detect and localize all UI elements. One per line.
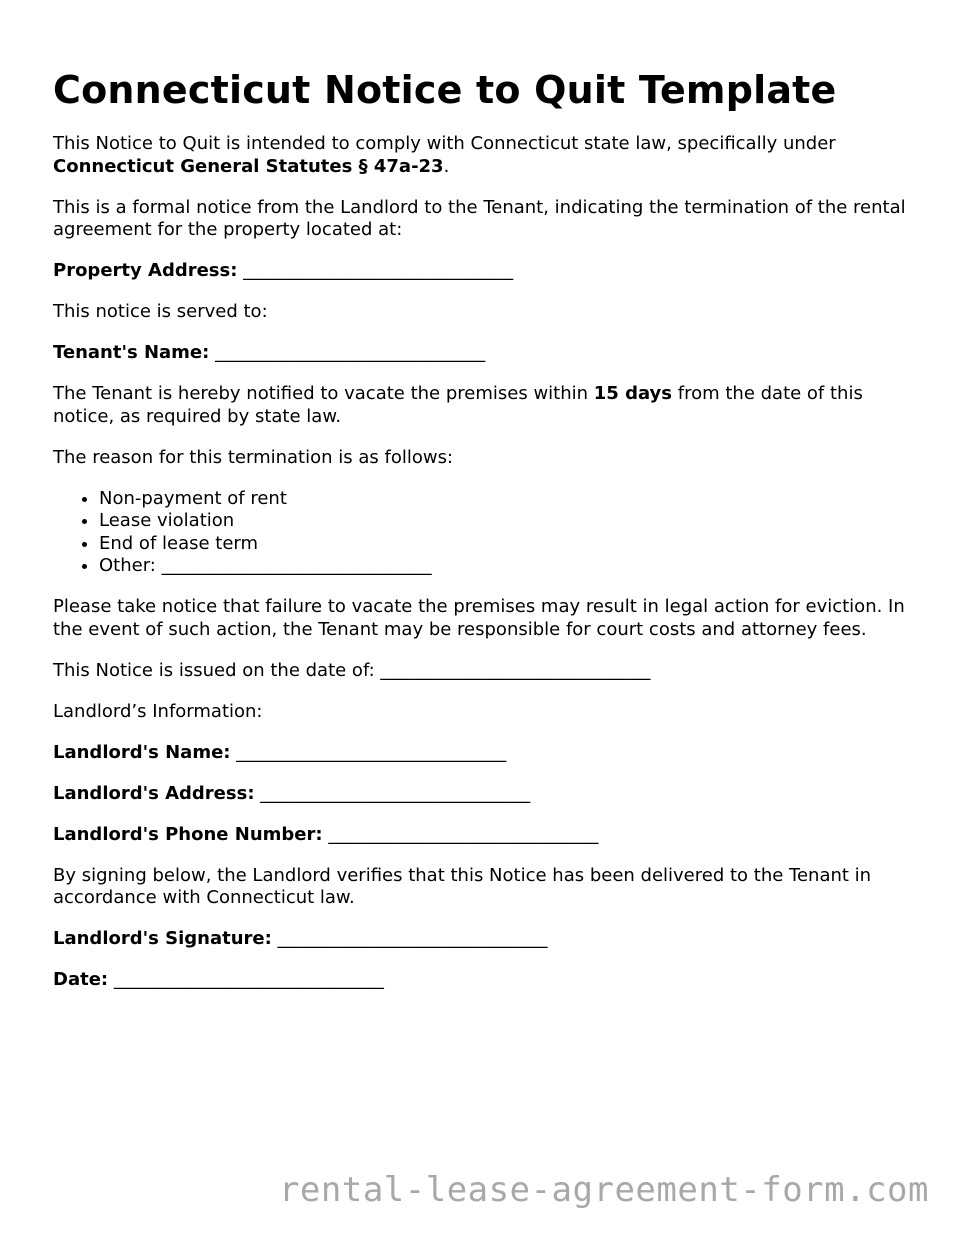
- vacate-days: 15 days: [593, 383, 673, 404]
- page-title: Connecticut Notice to Quit Template: [53, 68, 837, 112]
- landlord-signature-blank[interactable]: ______________________________: [277, 928, 548, 949]
- reason-item: • Non-payment of rent: [99, 488, 913, 511]
- landlord-info-heading: Landlord’s Information:: [53, 700, 263, 722]
- reason-item-other[interactable]: • Other: ______________________________: [99, 555, 913, 578]
- tenant-name-field: [53, 342, 913, 365]
- landlord-name-field: [53, 742, 913, 765]
- tenant-name-label: Tenant's Name:: [53, 342, 210, 363]
- watermark: rental-lease-agreement-form.com: [278, 1170, 929, 1210]
- landlord-name-label: Landlord's Name:: [53, 741, 231, 763]
- date-field: [53, 969, 913, 992]
- reason-intro: The reason for this termination is as follows:: [53, 446, 454, 468]
- tenant-name-blank[interactable]: ______________________________: [215, 342, 486, 363]
- date-blank[interactable]: ______________________________: [113, 969, 384, 990]
- landlord-address-field: [53, 783, 913, 806]
- reason-list: [53, 488, 913, 578]
- intro-end: .: [443, 155, 450, 177]
- landlord-address-label: Landlord's Address:: [53, 782, 255, 804]
- issued-date-field[interactable]: This Notice is issued on the date of: ______________________________: [53, 659, 651, 681]
- vacate-paragraph: [53, 383, 913, 428]
- vacate-after: from the date of this notice, as required by state law.: [53, 383, 863, 427]
- intro-paragraph: [53, 133, 913, 178]
- property-address-label: Property Address:: [53, 260, 238, 281]
- landlord-signature-field: [53, 928, 913, 951]
- vacate-before: The Tenant is hereby notified to vacate the premises within: [53, 383, 594, 404]
- reason-item: • Lease violation: [99, 510, 913, 533]
- property-address-blank[interactable]: ______________________________: [243, 260, 514, 281]
- served-to-text: This notice is served to:: [53, 301, 268, 322]
- signing-statement: By signing below, the Landlord verifies that this Notice has been delivered to the Tenant in accordance with Connecticut law.: [53, 864, 872, 908]
- statute-reference: Connecticut General Statutes § 47a-23: [53, 155, 444, 177]
- property-address-field: [53, 260, 913, 283]
- date-label: Date:: [53, 969, 109, 990]
- formal-notice-paragraph: This is a formal notice from the Landlord to the Tenant, indicating the termination of the rental agreement for the property located at:: [53, 196, 906, 240]
- intro-text: This Notice to Quit is intended to comply with Connecticut state law, specifically under: [53, 133, 836, 154]
- landlord-phone-blank[interactable]: ______________________________: [328, 823, 599, 845]
- landlord-phone-label: Landlord's Phone Number:: [53, 823, 323, 845]
- warning-paragraph: Please take notice that failure to vacate the premises may result in legal action for eviction. In the event of such action, the Tenant may be responsible for court costs and attorney fees.: [53, 596, 905, 640]
- document-page: [53, 66, 913, 1010]
- landlord-signature-label: Landlord's Signature:: [53, 928, 272, 949]
- landlord-name-blank[interactable]: ______________________________: [236, 741, 507, 763]
- reason-item: • End of lease term: [99, 533, 913, 556]
- landlord-phone-field: [53, 824, 913, 847]
- landlord-address-blank[interactable]: ______________________________: [260, 782, 531, 804]
